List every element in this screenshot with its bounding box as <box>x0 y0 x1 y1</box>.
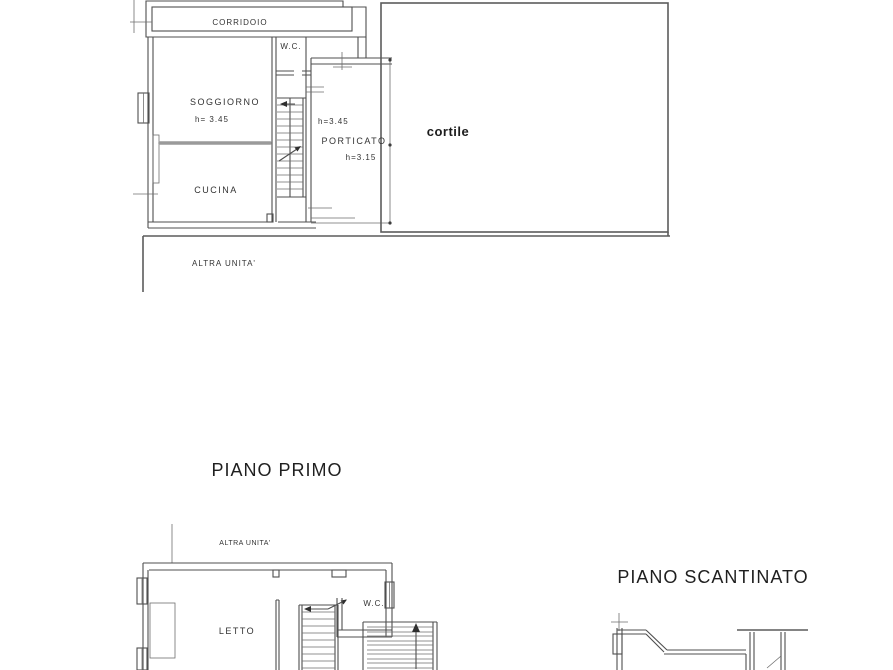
wardrobe-block <box>150 603 175 658</box>
corridor-left-tick <box>130 0 152 33</box>
stair-edges <box>299 605 338 670</box>
wc-label-ground: W.C. <box>280 42 302 51</box>
letto-label: LETTO <box>218 626 256 636</box>
soggiorno-height-label: h= 3.45 <box>195 115 229 124</box>
door-threshold-tick <box>333 52 352 70</box>
staircase-external <box>363 622 437 670</box>
basement-stair-diagonal <box>767 656 781 668</box>
ground-floor-plan <box>130 0 670 292</box>
first-floor-plan <box>137 460 437 670</box>
soggiorno-label: SOGGIORNO <box>189 97 261 107</box>
wc-label-first: W.C. <box>363 599 385 608</box>
cucina-label: CUCINA <box>194 185 238 195</box>
boundary-dot <box>388 221 391 224</box>
porticato-top-wall <box>311 37 392 64</box>
stair-arrow-icon <box>304 606 311 612</box>
stair-treads <box>367 627 433 668</box>
altra-unita-label-ground: ALTRA UNITA' <box>192 259 256 268</box>
stair-arrow-icon <box>412 623 420 632</box>
wall-pilaster <box>153 135 159 183</box>
cortile-outline <box>381 3 668 232</box>
porticato-height-label: h=3.15 <box>345 153 377 162</box>
staircase-first <box>299 600 347 670</box>
wall-stub <box>332 570 346 577</box>
outer-walls-first <box>143 563 392 670</box>
stair-treads <box>302 612 335 668</box>
wall-stub <box>273 570 279 577</box>
first-floor-title: PIANO PRIMO <box>211 460 343 480</box>
basement-walls <box>617 628 785 670</box>
altra-unita-label-first: ALTRA UNITA' <box>219 540 271 547</box>
cortile-label: cortile <box>426 124 470 139</box>
porticato-label: PORTICATO <box>321 136 387 146</box>
staircase-ground <box>277 98 306 197</box>
boundary-dot <box>388 143 391 146</box>
dimension-cross-tick <box>611 613 628 631</box>
boundary-dot <box>388 58 391 61</box>
basement-title: PIANO SCANTINATO <box>617 567 809 587</box>
partition-wall <box>276 600 279 670</box>
outer-walls <box>148 37 316 228</box>
dimension-ticks <box>306 87 332 208</box>
stairwell-walls <box>272 37 311 222</box>
stair-arrow-icon <box>280 101 287 107</box>
corridoio-label: CORRIDOIO <box>212 18 268 27</box>
basement-plan <box>611 567 809 670</box>
stair-height-label: h=3.45 <box>318 117 349 126</box>
